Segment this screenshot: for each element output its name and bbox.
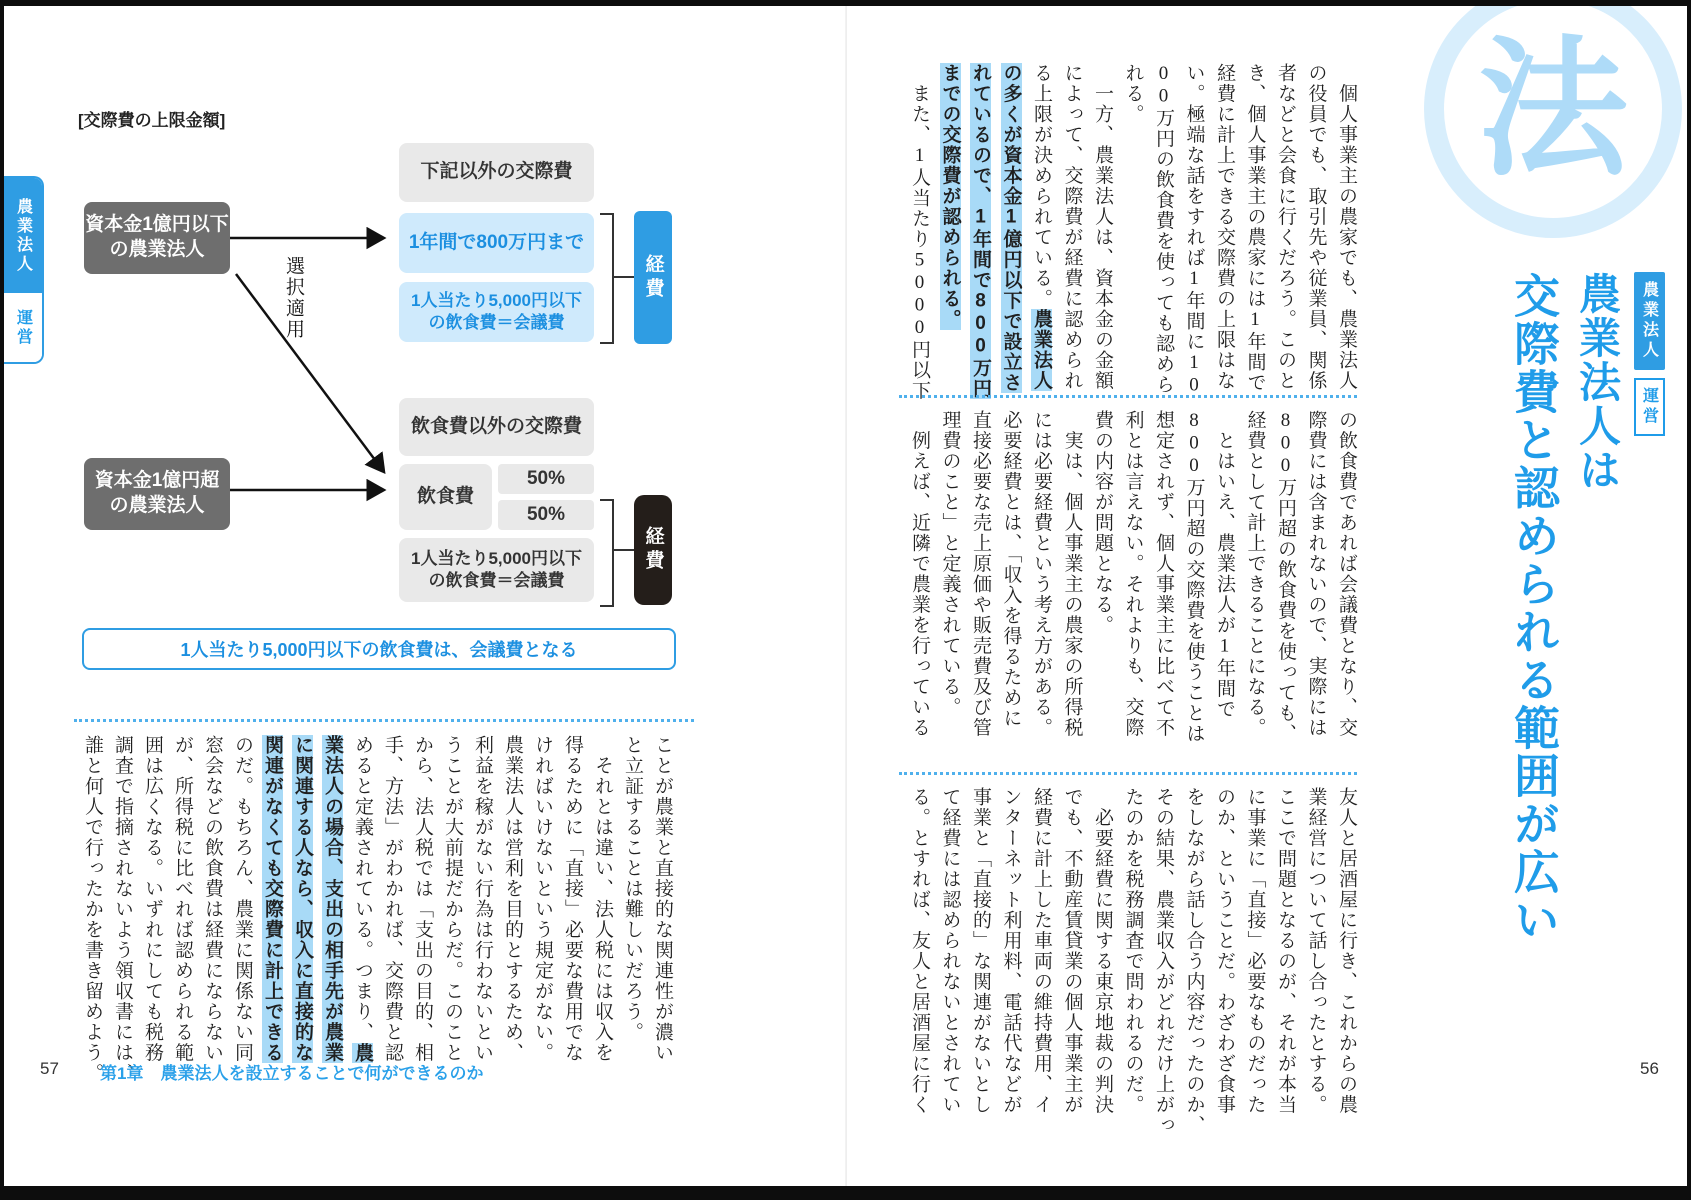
text-column: 業経営について話し合ったとする。: [1305, 787, 1327, 1115]
per-person-5000-upper-line1: 1人当たり5,000円以下: [411, 290, 582, 310]
diagram-heading: [交際費の上限金額]: [78, 111, 226, 130]
text-column: 囲は広くなる。いずれにしても税務: [142, 735, 163, 1063]
capital-over-100m-line2: の農業法人: [109, 495, 205, 516]
text-column: 実は、個人事業主の農家の所得税: [1061, 410, 1083, 738]
text-column: が、所得税に比べれば認められる範: [172, 735, 193, 1063]
text-column: 直接必要な売上原価や販売費及び管: [970, 410, 991, 738]
text-column: 経費に計上した車両の維持費用、イ: [1031, 787, 1052, 1115]
page-fold-line: [845, 6, 847, 1186]
article-title-line2: 交際費と認められる範囲が広い: [1508, 272, 1560, 944]
per-person-5000-lower-line2: の飲食費＝会議費: [428, 571, 565, 590]
text-column: ければいけないという規定がない。: [532, 735, 553, 1063]
text-column: れる。: [1122, 63, 1144, 125]
text-column: また、1人当たり5000円以下: [909, 63, 930, 401]
law-logo-character: 法: [1477, 25, 1628, 193]
page-number-right: 56: [1640, 1059, 1659, 1078]
annual-8m-limit-box: 1年間で800万円まで: [399, 213, 594, 273]
food-cost-box: 飲食費: [399, 464, 492, 530]
text-column: でも、不動産賃貸業の個人事業主が: [1061, 787, 1083, 1115]
text-column: ここで問題となるのが、それが本当: [1275, 787, 1296, 1115]
text-column: る。とすれば、友人と居酒屋に行く: [909, 787, 930, 1115]
capital-under-100m-line1: 資本金1億円以下: [85, 214, 229, 236]
tag-operations: 運営: [1634, 378, 1665, 436]
right-section-divider-1: [899, 395, 1357, 398]
text-column: には必要経費という考え方がある。: [1031, 410, 1052, 738]
text-column: 者などと会食に行くだろう。このと: [1275, 63, 1296, 391]
capital-under-100m-box: [84, 202, 230, 274]
text-column: 際費には含まれないので、実際には: [1305, 410, 1327, 738]
text-column: から、法人税では「支出の目的、相: [412, 735, 433, 1063]
text-column: 経費に計上できる交際費の上限はな: [1214, 63, 1235, 391]
text-column: 個人事業主の農家でも、農業法人: [1336, 63, 1357, 391]
upper-connector: [612, 276, 634, 278]
per-person-5000-box-lower: [399, 538, 594, 602]
text-column: 例えば、近隣で農業を行っている: [909, 410, 930, 738]
diagram-arrows: [4, 6, 724, 666]
article-title-line1: 農業法人は: [1574, 272, 1621, 492]
text-column: 00万円の飲食費を使っても認めら: [1153, 63, 1174, 395]
expense-badge-blue: 経費: [634, 211, 672, 344]
text-column: 農業法人は営利を目的とするため、: [502, 735, 523, 1063]
text-column: 手、方法」がわかれば、交際費と認: [382, 735, 403, 1063]
text-column: 誰と何人で行ったかを書き留めよう。: [82, 735, 103, 1084]
text-column: たのかを税務調査で問われるのだ。: [1122, 787, 1144, 1115]
meeting-expense-note: 1人当たり5,000円以下の飲食費は、会議費となる: [82, 628, 676, 670]
text-column: その結果、農業収入がどれだけ上がっ: [1153, 787, 1174, 1136]
text-column: 調査で指摘されないよう領収書には、: [112, 735, 133, 1084]
capital-over-100m-line1: 資本金1億円超: [94, 470, 220, 492]
text-column: 経費として計上できることになる。: [1244, 410, 1266, 738]
upper-bracket: [600, 213, 614, 344]
book-spread: [4, 6, 1687, 1186]
right-section-divider-2: [899, 772, 1357, 775]
page-number-left: 57: [40, 1059, 59, 1078]
text-column: 800万円超の交際費を使うことは: [1183, 410, 1205, 744]
text-column: 800万円超の飲食費を使っても、: [1275, 410, 1296, 744]
fifty-percent-top-box: 50%: [498, 464, 594, 494]
lower-bracket: [600, 499, 614, 607]
text-column: 利とは言えない。それよりも、交際: [1122, 410, 1144, 738]
right-body-section-1: [909, 63, 1356, 401]
text-column: 業法人の場合、支出の相手先が農業: [322, 735, 343, 1063]
text-column: ことが農業と直接的な関連性が濃い: [652, 735, 673, 1063]
text-column: き、個人事業主の農家には1年間で: [1244, 63, 1266, 393]
per-person-5000-lower-line1: 1人当たり5,000円以下: [411, 548, 582, 568]
text-column: の多くが資本金1億円以下で設立さ: [1000, 63, 1022, 393]
text-column: 理費のこと」と定義されている。: [939, 410, 961, 718]
selection-application-label: 選択適用: [283, 256, 304, 340]
text-column: をしながら話し合う内容だったのか、: [1183, 787, 1205, 1136]
title-tags: [1634, 272, 1664, 436]
tag-agricultural-corporation: 農業法人: [1634, 272, 1665, 370]
lower-connector: [612, 549, 634, 551]
text-column: によって、交際費が経費に認められ: [1061, 63, 1083, 391]
text-column: る上限が決められている。農業法人: [1031, 63, 1052, 391]
chapter-footer: 第1章 農業法人を設立することで何ができるのか: [100, 1064, 484, 1083]
text-column: 一方、農業法人は、資本金の金額: [1092, 63, 1113, 391]
text-column: 友人と居酒屋に行き、これからの農: [1336, 787, 1357, 1115]
capital-over-100m-box: [84, 458, 230, 530]
text-column: までの交際費が認められる。: [939, 63, 961, 330]
text-column: 事業と「直接的」な関連がないとし: [970, 787, 991, 1115]
text-column: 窓会などの飲食費は経費にならない: [202, 735, 223, 1063]
per-person-5000-upper-line2: の飲食費＝会議費: [428, 313, 565, 332]
article-title-block: [1508, 272, 1664, 944]
text-column: 利益を稼がない行為は行わないとい: [472, 735, 493, 1063]
non-food-entertainment-box: 飲食費以外の交際費: [399, 398, 594, 456]
text-column: い。極端な話をすれば1年間に10: [1183, 63, 1205, 397]
text-column: と立証することは難しいだろう。: [622, 735, 643, 1043]
right-body-section-3: [909, 787, 1356, 1136]
text-column: のか、ということだ。わざわざ食事: [1214, 787, 1235, 1115]
left-section-divider: [74, 719, 694, 722]
capital-under-100m-line2: の農業法人: [109, 239, 205, 260]
text-column: 関連がなくても交際費に計上できる: [262, 735, 283, 1063]
text-column: ンターネット利用料、電話代などが: [1000, 787, 1022, 1115]
text-column: うことが大前提だからだ。このこと: [442, 735, 463, 1063]
text-column: に関連する人なら、収入に直接的な: [292, 735, 313, 1063]
per-person-5000-box-upper: [399, 282, 594, 342]
text-column: れているので、1年間で800万円: [970, 63, 991, 399]
expense-badge-black: 経費: [634, 495, 672, 605]
text-column: めると定義されている。つまり、農: [352, 735, 373, 1063]
right-body-section-2: [909, 410, 1356, 744]
text-column: 得るために「直接」必要な費用でな: [562, 735, 583, 1063]
law-logo-circle: [1424, 6, 1682, 238]
text-column: のだ。もちろん、農業に関係ない同: [232, 735, 253, 1063]
text-column: の役員でも、取引先や従業員、関係: [1305, 63, 1327, 391]
text-column: 費の内容が問題となる。: [1092, 410, 1113, 636]
edge-tab-operations: 運営: [4, 293, 42, 362]
text-column: 想定されず、個人事業主に比べて不: [1153, 410, 1174, 738]
edge-tab-agricultural-corporation: 農業法人: [4, 178, 42, 293]
text-column: とはいえ、農業法人が1年間で: [1214, 410, 1235, 720]
other-entertainment-box: 下記以外の交際費: [399, 143, 594, 202]
text-column: それとは違い、法人税には収入を: [592, 735, 613, 1063]
left-body-text: [82, 735, 672, 1084]
text-column: 必要経費とは、「収入を得るために: [1000, 410, 1022, 729]
text-column: て経費には認められないとされてい: [939, 787, 961, 1115]
fifty-percent-bottom-box: 50%: [498, 500, 594, 530]
text-column: の飲食費であれば会議費となり、交: [1336, 410, 1357, 738]
text-column: に事業に「直接」必要なものだった: [1244, 787, 1266, 1115]
text-column: 必要経費に関する東京地裁の判決: [1092, 787, 1113, 1115]
